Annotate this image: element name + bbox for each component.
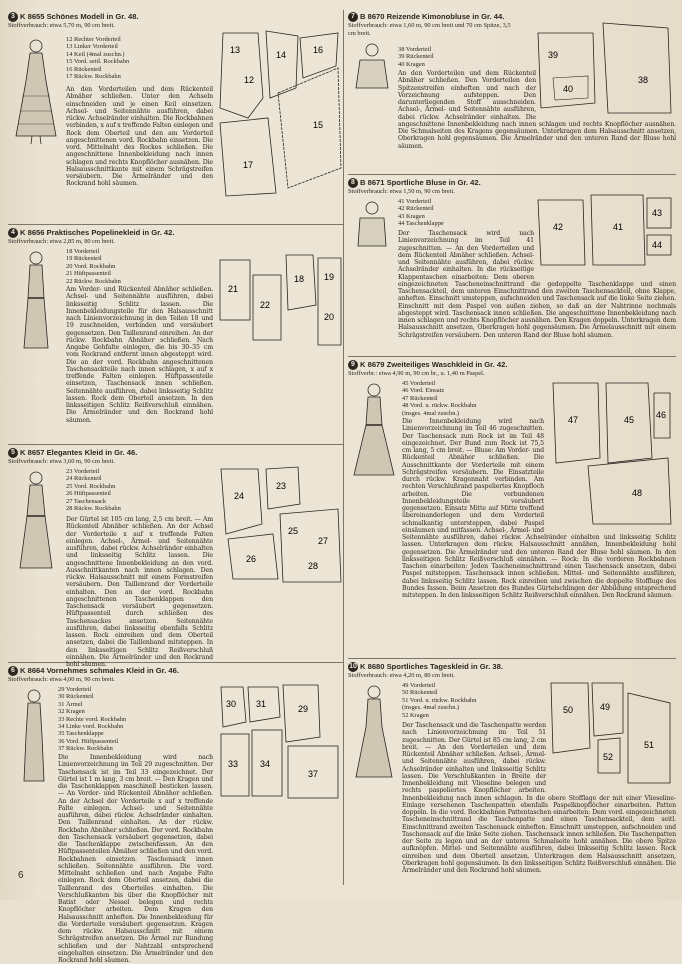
pattern-number: 48 <box>632 488 643 498</box>
part-item: 48 Vord. u. rückw. Rockbahn (insges. 4mal zuschn.) <box>402 402 477 417</box>
part-item: 37 Rückw. Rockbahn <box>58 745 113 753</box>
parts-list <box>402 682 494 719</box>
pattern-number: 33 <box>228 759 239 769</box>
pattern-number: 24 <box>234 491 245 501</box>
section-title: 10 K 8680 Sportliches Tageskleid in Gr. 38. <box>349 662 503 671</box>
pattern-number: 22 <box>260 300 271 310</box>
pattern-number: 50 <box>563 705 574 715</box>
parts-list <box>398 198 444 228</box>
part-item: 28 Rückw. Rockbahn <box>66 505 121 513</box>
section-number-badge: 6 <box>8 666 18 676</box>
part-item: 19 Rückenteil <box>66 255 102 263</box>
part-item: 36 Vord. Hüftpassenteil <box>58 737 119 745</box>
part-item: 15 Vord. seitl. Rockbahn <box>66 58 130 66</box>
pattern-number: 43 <box>652 208 663 218</box>
pattern-number: 47 <box>568 415 579 425</box>
part-item: 18 Vorderteil <box>66 248 100 255</box>
parts-list <box>398 46 434 68</box>
section-b8670 <box>348 10 676 175</box>
instructions-text: Am Vorder- und Rückenteil Abnäher schließen. Achsel- und Seitennähte ausführen, dabei linksseitig Schlitz lassen. Die Innenbekleidungsteile für den Halsausschnitt nach Linienvorzeichnung in den Teilen 18 und 19 zuschneiden, verbinden und versäubert gegensetzen. Den Taillenrand einreihen. An der rückw. Rockbahn Abnäher schließen. Nach Angabe Gehfalte einlegen, die bis 30–35 cm vom Rockrand entfernt innen abgesteppt wird. Die an der vord. Rockbahn angeschnittenen Taschensackteile nach innen schlagen, x auf x treffende Falten einlegen. Hüftpassenteile einsetzen, Taschensack innen schließen. Seitennähte ausführen, dabei linksseitig Schlitz lassen. Rock dem Oberteil ansetzen. In den linksseitigen Schlitz Reißverschluß einnähen. Die Ärmelränder und den Rockrand hohl säumen. <box>66 286 213 424</box>
section-k8680 <box>348 660 676 890</box>
fabric-consumption: Stoffverbrauch: etwa 3,60 m, 90 cm breit. <box>8 458 115 465</box>
part-item: 39 Rückenteil <box>398 53 434 61</box>
instructions-text: Der Taschensack wird nach Linienvorzeichnung im Teil 41 zugeschnitten. — An den Vorderteilen und dem Rückenteil Abnäher schließen. Achsel- und Seitennähte ausführen, dabei rückw. Achselränder einhalten. In die rückseitige Klappentaschen einarbeiten: Dem oberen eingezeichneten Tascheneinschnittrand die gedoppelte Taschenklappe und einen Taschensackteil, dem unteren Einschnittrand den zweiten Taschensackteil, ohne Klappe, anheften. Einschnitt umsteppen, aufschneiden und Taschensack auf die linke Seite ziehen. Einschnitt mit dem Paspel von außen ziehen, so daß an der Nahtrinne nochmals abgesteppt wird. Taschensack innen schließen. Die angeschnittene Innenbekleidung nach innen schlagen und rechts Knopflöcher ausnähen. Den Kragen doppeln. Unterkragen dem Halsausschnitt ansetzen, Oberkragen hohl gegensäumen. Die Ärmelausschnitt mit einem Schrägstreifen versäubern. Den unteren Rand der Bluse hohl säumen. <box>398 230 676 339</box>
part-item: 29 Vorderteil <box>58 686 92 693</box>
part-item: 32 Kragen <box>58 708 85 716</box>
pattern-number: 28 <box>308 561 319 571</box>
pattern-number: 41 <box>613 222 624 232</box>
pattern-number: 51 <box>644 740 655 750</box>
pattern-number: 13 <box>230 45 241 55</box>
pattern-number: 27 <box>318 536 329 546</box>
section-title: 4 K 8656 Praktisches Popelinekleid in Gr. 42. <box>8 228 343 238</box>
parts-list <box>66 468 121 512</box>
parts-list <box>402 380 492 417</box>
section-title: 8 B 8671 Sportliche Bluse in Gr. 42. <box>348 178 676 188</box>
part-item: 25 Vord. Rockbahn <box>66 482 116 490</box>
pattern-number: 16 <box>313 45 324 55</box>
part-item: 45 Vorderteil <box>402 380 436 387</box>
part-item: 22 Rückw. Rockbahn <box>66 277 121 285</box>
instructions-text: Die Innenbekleidung wird nach Linienvorzeichnung im Teil 29 zugeschnitten. Der Taschensack ist im Teil 33 eingezeichnet. Der Gürtel ist 1 m lang, 3 cm breit. — Den Kragen und die Taschenklappen maschinell besticken lassen. — An Vorder- und Rückenteil Abnäher schließen. An der Achsel der Vorderteile x auf x treffende Falte einlegen. Achsel- und Seitennähte ausführen, dabei rückw. Achselränder einhalten. Den Taillenrand einhalten. An der rückw. Rockbahn Abnäher schließen. Der vord. Rockbahn den Taschensack versäubert gegensetzen, dabei die Taschenklappe zwischenfassen. An den Hüftpassenteilen Abnäher schließen und den vord. Rockbahnen einsetzen. Taschensack innen schließen. Seitennähte ausführen. Die vord. Mittelnaht schließen und nach Angabe Falte einlegen. Rock dem Oberteil ansetzen, dabei die Taillenrand des Oberteiles einhalten. Die Verschlußkanten bis über die Knopflöcher mit Batist oder Nessel belegen und rechts Knopflöcher arbeiten. Dem Kragen den Halsausschnitt anheften. Die Innenbekleidung für die Vorderteile versäubert gegensetzen. Kragen dem rückw. Halsausschnitt mit einem Schrägstreifen ansetzen. Die Ärmel zur Rundung schließen und der Nahtzahl entsprechend eingehalten einsetzen. Die Ärmelränder und den Rockrand hohl säumen. <box>58 754 213 964</box>
part-item: 23 Vorderteil <box>66 468 100 475</box>
instructions-text: Der Gürtel ist 105 cm lang, 2,5 cm breit. — Am Rückenteil Abnäher schließen. An der Achsel der Vorderteile x auf x treffende Falten einlegen. Achsel-, Ärmel- und Seitennähte ausführen, dabei rückw. Achselränder einhalten und linksseitig Schlitz lassen. Die angeschnittene Innenbekleidung an den vord. Ausschnittkanten nach innen schlagen. Den rückw. Halsausschnitt mit einem Formstreifen versäubern. Den Taillenrand der Vorderteile einhalten. Den an der vord. Rockbahn angeschnittenen Taschenklappen den Taschensack versäubert gegensetzen. Hüftpassenteil durch schließen des Taschensackes ansetzen. Seitennähte ausführen, dabei linksseitig ebenfalls Schlitz lassen. Rock einreihen und dem Oberteil ansetzen, dabei die Taillenband mitsteppen. In den linksseitigen Schlitz Reißverschluß einnähen. Die Ärmelränder und den Rockrand hohl säumen. <box>66 516 213 668</box>
pattern-number: 40 <box>563 84 574 94</box>
part-item: 40 Kragen <box>398 60 425 68</box>
section-number-badge: 3 <box>8 12 18 22</box>
part-item: 21 Hüftpassenteil <box>66 270 111 278</box>
section-k8679 <box>348 358 676 659</box>
fabric-consumption: Stoffverbrauch: etwa 5,70 m, 90 cm breit. <box>8 22 115 29</box>
fabric-consumption: Stoffverbr.: etwa 4,90 m, 90 cm br., u. 1,40 m Paspel. <box>348 370 485 377</box>
pattern-number: 20 <box>324 312 335 322</box>
pattern-number: 52 <box>603 752 614 762</box>
pattern-number: 31 <box>256 699 267 709</box>
part-item: 20 Vord. Rockbahn <box>66 262 116 270</box>
section-k8664 <box>8 664 343 964</box>
section-number-badge: 8 <box>348 178 358 188</box>
part-item: 13 Linker Vorderteil <box>66 43 118 51</box>
part-item: 27 Taschensack <box>66 497 107 505</box>
page-number: 6 <box>18 870 24 881</box>
part-item: 47 Rückenteil <box>402 394 438 402</box>
instructions-text: Die Innenbekleidung wird nach Linienvorzeichnung im Teil 46 zugeschnitten. Der Taschensack zum Rock ist im Teil 48 eingezeichnet. Der Bund zum Rock ist 75,5 cm lang, 5 cm breit. — Bluse: Am Vorder- und Rückenteil Abnäher schließen. Die Ausschnittkante der Vorderteile mit einem Schrägstreifen versäubern. Die Einsatzteile durch rückw. Kragennaht verbinden. Am rechten Verschlußrand paspeliertes Knopfloch arbeiten. Die verbundenen Innenbekleidungsteile versäubert gegensetzen. Einsatz Mitte auf Mitte treffend übereinanderlegen und dem Vorderteil schmalkantig untersteppen, dabei Paspel einsäumen und mitfassen. Achsel-, Ärmel- und Seitennähte ausführen, dabei rückw. Achselränder einhalten und linksseitig Schlitz lassen. Unterkragen dem rückw. Halsausschnitt annähen, Innenbekleidung hohl gegensetzen. Die Ärmelränder und den unteren Rand der Bluse hohl säumen. In den linksseitigen Schlitz Reißverschluß einnähen. — Rock: In die vorderen Rockbahnen Taschen einarbeiten: Jeden Tascheneinschnittrand einen Taschensack ansetzen, dabei Paspel mitsteppen. Taschensack innen schließen. Mittel- und Seitennähte ausführen, dabei linksseitig Schlitz lassen. Rock einreihen und zwischen die doppelte Stoffluge des Bundes fassen. Beim Ansetzen des Bundes Gürtelschlingen der Abbildung entsprechend mitsteppen. In den linksseitigen Schlitz Reißverschluß einnähen. Den Rockrand säumen. <box>402 418 676 599</box>
pattern-number: 17 <box>243 160 254 170</box>
fabric-consumption: Stoffverbrauch: etwa 4,20 m, 80 cm breit. <box>348 672 455 679</box>
column-divider <box>343 10 344 885</box>
section-number-badge: 4 <box>8 228 18 238</box>
section-k8655 <box>8 10 343 225</box>
part-item: 31 Ärmel <box>58 700 83 708</box>
part-item: 26 Hüftpassenteil <box>66 490 111 498</box>
pattern-number: 46 <box>656 410 667 420</box>
part-item: 17 Rückw. Rockbahn <box>66 73 121 81</box>
pattern-number: 42 <box>553 222 564 232</box>
section-b8671 <box>348 176 676 357</box>
part-item: 12 Rechter Vorderteil <box>66 36 121 43</box>
instructions-text: An den Vorderteilen und dem Rückenteil Abnäher schließen. Den Vorderteilen den Spitzenstreifen einheften und nach der Vorzeichnung aufsteppen. Den darunterliegenden Stoff ausschneiden. Achsel-, Ärmel- und Seitennähte ausführen, dabei rückw. Achselränder einhalten. Die angeschnittene Innenbekleidung nach innen schlagen und rechts Knopflöcher ausnähen. Die Schmalseiten des Kragens gegensäumen. Unterkragen dem Halsausschnitt ansetzen, Oberkragen hohl gegensäumen. Die Ärmelränder und den unteren Rand der Bluse hohl säumen. <box>398 70 676 150</box>
pattern-number: 26 <box>246 554 257 564</box>
part-item: 30 Rückenteil <box>58 693 94 701</box>
pattern-number: 19 <box>324 272 335 282</box>
part-item: 46 Vord. Einsatz <box>402 387 445 395</box>
section-title: 6 K 8664 Vornehmes schmales Kleid in Gr. 46. <box>8 666 343 676</box>
part-item: 49 Vorderteil <box>402 682 436 689</box>
part-item: 33 Rechte vord. Rockbahn <box>58 715 127 723</box>
part-item: 16 Rückenteil <box>66 65 102 73</box>
part-item: 50 Rückenteil <box>402 689 438 697</box>
part-item: 38 Vorderteil <box>398 46 432 53</box>
instructions-text: An den Vorderteilen und dem Rückenteil Abnäher schließen. Unter den Achseln einschneiden und je einen Keil einsetzen. Achsel- und Seitennähte ausführen, dabei rückw. Achselränder einhalten. Die Rockbahnen verbinden, x auf x treffende Falten einlegen und Rock dem Oberteil und den am Vorderteil angeschnittenen vord. Rockbahn einsetzen. Die vord. Mittelnaht des Rockes schließen. Die angeschnittene Innenbekleidung nach innen schlagen und rechts Knopflöcher ausnähen. Die Halsausschnittkante mit einem Schrägstreifen versäubern. Die Ärmelränder und den Rockrand hohl säumen. <box>66 86 213 188</box>
section-title: 3 K 8655 Schönes Modell in Gr. 48. <box>8 12 343 22</box>
section-title: 9 K 8679 Zweiteiliges Waschkleid in Gr. 42. <box>348 360 676 370</box>
part-item: 41 Vorderteil <box>398 198 432 205</box>
pattern-number: 38 <box>638 75 649 85</box>
pattern-number: 45 <box>624 415 635 425</box>
section-number-badge: 5 <box>8 448 18 458</box>
pattern-number: 14 <box>276 50 287 60</box>
part-item: 14 Keil (4mal zuschn.) <box>66 50 125 58</box>
section-k8656 <box>8 226 343 445</box>
pattern-number: 18 <box>294 274 305 284</box>
part-item: 35 Taschenklappe <box>58 730 104 738</box>
pattern-number: 49 <box>600 702 611 712</box>
pattern-number: 39 <box>548 50 559 60</box>
part-item: 34 Linke vord. Rockbahn <box>58 723 124 731</box>
fabric-consumption: Stoffverbrauch: etwa 4,00 m, 90 cm breit. <box>8 676 115 683</box>
parts-list <box>66 248 121 285</box>
part-item: 44 Taschenklappe <box>398 220 444 228</box>
part-item: 52 Kragen <box>402 711 429 719</box>
pattern-number: 21 <box>228 284 239 294</box>
pattern-number: 15 <box>313 120 324 130</box>
section-k8657 <box>8 446 343 668</box>
parts-list <box>66 36 129 80</box>
section-number-badge: 7 <box>348 12 358 22</box>
pattern-number: 25 <box>288 526 299 536</box>
pattern-number: 30 <box>226 699 237 709</box>
fabric-consumption: Stoffverbrauch: etwa 1,50 m, 90 cm breit. <box>348 188 455 195</box>
pattern-number: 34 <box>260 759 271 769</box>
part-item: 24 Rückenteil <box>66 475 102 483</box>
section-title: 5 K 8657 Elegantes Kleid in Gr. 46. <box>8 448 343 458</box>
instructions-text: Der Taschensack und die Taschenpatte werden nach Linienvorzeichnung im Teil 51 zugeschnitten. Der Gürtel ist 85 cm lang, 2 cm breit. — An den Vorderteilen und dem Rückenteil Abnäher schließen. Achsel-, Ärmel- und Seitennähte ausführen, dabei rückw. Achselränder einhalten und linksseitig Schlitz lassen. Die Verschlußkanten in Breite der Innenbekleidung mit Vlieseline belegen und rechts paspeliertes Knopflöcher arbeiten. Innenbekleidung nach innen schlagen. In die obere Stofflage der mit einer Vlieseline-Einlage versehenen Taschenpatten ebenfalls Paspelknopflöcher einarbeiten. Patten doppeln. In die vord. Rockbahnen Pattentaschen einarbeiten: Dem vord. eingezeichneten Tascheneinschnittrand die Taschenpatte und einen Taschensackteil, dem seitl. Einschnittrand zweiten Taschensack einheften. Einschnitt umsteppen, aufschneiden und Taschensack auf die linke Seite ziehen. Taschensack innen schließen. Die Taschenpatten der Seite zu legen und an der unteren Schmalseite hohl annähen. Die obere Spitze aufknöpfen. Mittel- und Seitennähte ausführen, dabei linksseitig Schlitz lassen. Rock einreihen und dem Oberteil ansetzen. Unterkragen dem Halsausschnitt ansetzen, Oberkragen hohl gegensäumen. In den linksseitigen Schlitz Reißverschluß einnähen. Die Ärmelränder und den Rockrand hohl säumen. <box>402 722 676 874</box>
section-number-badge: 9 <box>348 360 358 370</box>
pattern-number: 23 <box>276 481 287 491</box>
fabric-consumption: Stoffverbrauch: etwa 2,85 m, 80 cm breit. <box>8 238 115 245</box>
pattern-number: 29 <box>298 704 309 714</box>
section-title: 7 B 8670 Reizende Kimonobluse in Gr. 44. <box>348 12 676 22</box>
pattern-number: 44 <box>652 240 663 250</box>
parts-list <box>58 686 126 753</box>
part-item: 43 Kragen <box>398 212 425 220</box>
pattern-number: 37 <box>308 769 319 779</box>
part-item: 42 Rückenteil <box>398 205 434 213</box>
section-number-badge: 10 <box>349 663 357 670</box>
pattern-number: 12 <box>244 75 255 85</box>
fabric-consumption: Stoffverbrauch: etwa 1,60 m, 90 cm breit und 70 cm Spitze, 3,5 cm breit. <box>348 22 511 37</box>
part-item: 51 Vord. u. rückw. Rockbahn (insges. 4mal zuschn.) <box>402 696 477 712</box>
